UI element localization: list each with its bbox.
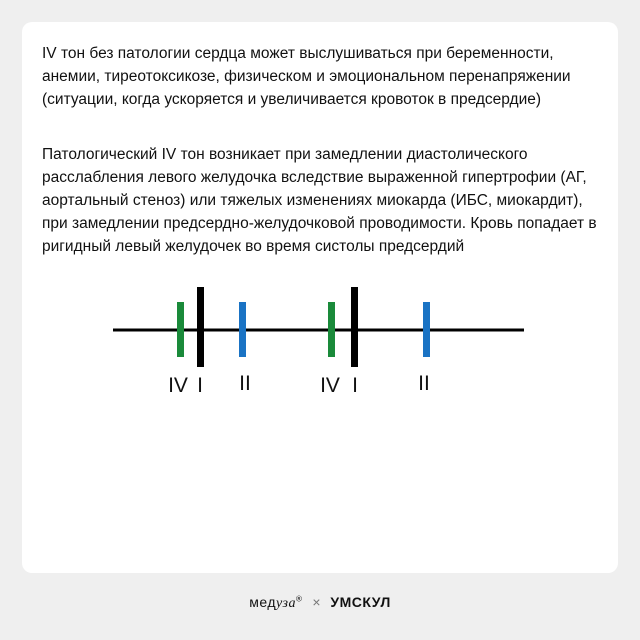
tone-ii-mark-1 [239,302,246,357]
tone-ii-mark-2 [423,302,430,357]
tone-iv-label-1: IV [168,374,188,397]
paragraph-pathologic-fourth-tone: Патологический IV тон возникает при замедлении диастолического расслабления левого желудочка вследствие выраженной гипертрофии (АГ, аортальный стеноз) или тяжелых изменениях миокарда (ИБС, миокардит), при замедлении предсердно-желудочковой проводимости. Кровь попадает в ригидный левый желудочек во время систолы предсердий [42,146,597,255]
umskul-logo: УМСКУЛ [330,594,391,610]
tone-iv-mark-1 [177,302,184,357]
tone-i-label-1: I [197,374,203,397]
footer-brands [0,594,640,612]
meduza-logo [249,594,302,610]
tone-ii-label-2: II [418,372,430,395]
tone-i-mark-1 [197,287,204,367]
collab-separator: × [312,594,321,610]
tone-i-label-2: I [352,374,358,397]
meduza-logo-part2: уза [276,596,297,611]
paragraph-normal-fourth-tone: IV тон без патологии сердца может выслушиваться при беременности, анемии, тиреотоксикозе, физическом и эмоциональном перенапряжении (ситуации, когда ускоряется и увеличивается кровоток в предсердие) [42,45,571,108]
registered-mark: ® [296,594,303,604]
tone-iv-mark-2 [328,302,335,357]
meduza-logo-part1: мед [249,594,277,610]
tone-iv-label-2: IV [320,374,340,397]
tone-ii-label-1: II [239,372,251,395]
tone-i-mark-2 [351,287,358,367]
